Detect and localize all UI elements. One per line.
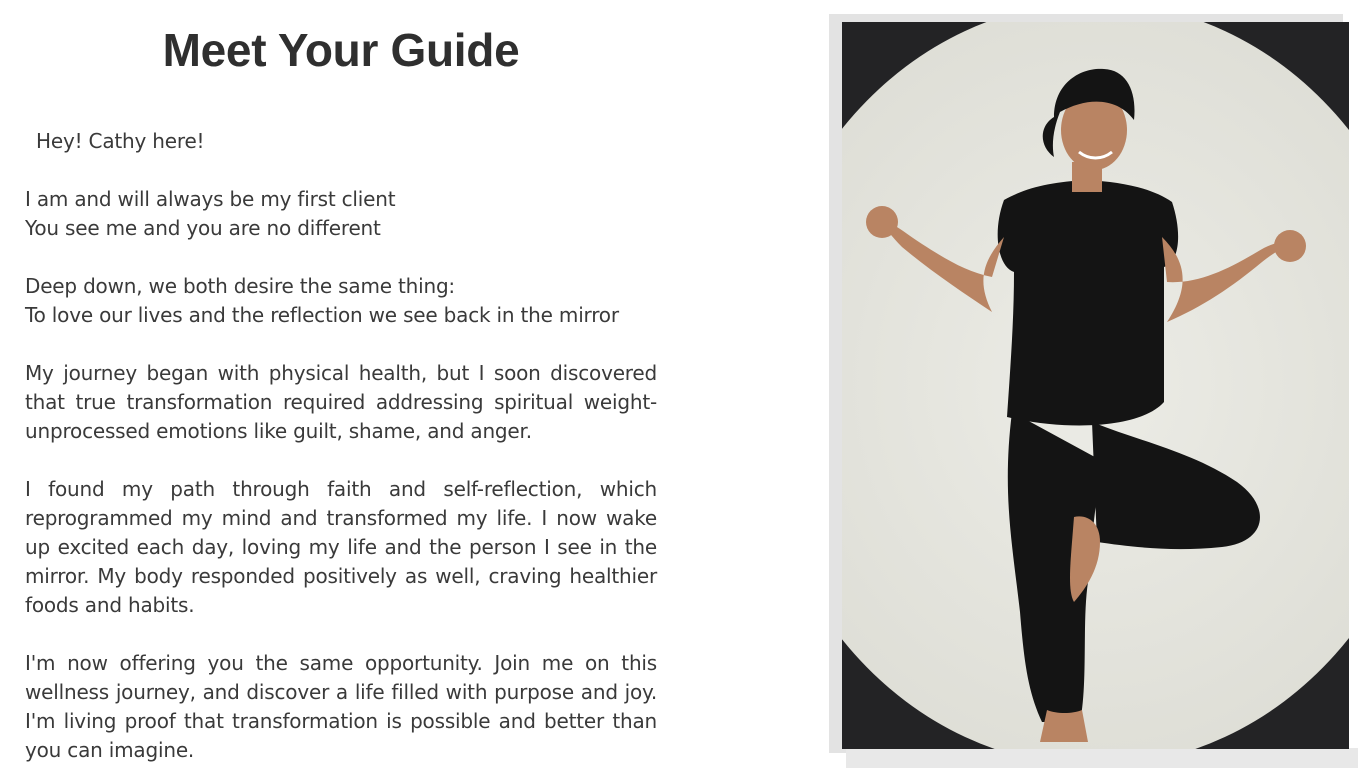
bio-paragraph-1-line-1: I am and will always be my first client xyxy=(25,187,396,211)
left-hand xyxy=(866,206,898,238)
bio-paragraph-1 xyxy=(25,185,657,243)
photo-shadow-bottom xyxy=(846,748,1358,768)
bio-paragraph-4: I found my path through faith and self-reflection, which reprogrammed my mind and transformed my life. I now wake up excited each day, loving my life and the person I see in the mirror. My body responded positively as well, craving healthier foods and habits. xyxy=(25,477,657,617)
guide-photo xyxy=(842,22,1349,749)
bio-paragraph-3: My journey began with physical health, but I soon discovered that true transformation required addressing spiritual weight-unprocessed emotions like guilt, shame, and anger. xyxy=(25,361,657,443)
right-hand xyxy=(1274,230,1306,262)
bio-paragraph-2 xyxy=(25,272,657,330)
bio-paragraph-1-line-2: You see me and you are no different xyxy=(25,216,381,240)
bio-paragraph-2-line-2: To love our lives and the reflection we see back in the mirror xyxy=(25,303,619,327)
standing-foot xyxy=(1040,710,1088,742)
bio-greeting: Hey! Cathy here! xyxy=(36,129,205,153)
torso-top xyxy=(998,180,1178,425)
guide-bio xyxy=(25,127,657,768)
bio-paragraph-5: I'm now offering you the same opportunity. Join me on this wellness journey, and discover a life filled with purpose and joy. I'm living proof that transformation is possible and better than you can imagine. xyxy=(25,651,657,762)
bio-paragraph-2-line-1: Deep down, we both desire the same thing: xyxy=(25,274,455,298)
guide-photo-illustration xyxy=(842,22,1349,749)
page-title: Meet Your Guide xyxy=(162,24,520,76)
